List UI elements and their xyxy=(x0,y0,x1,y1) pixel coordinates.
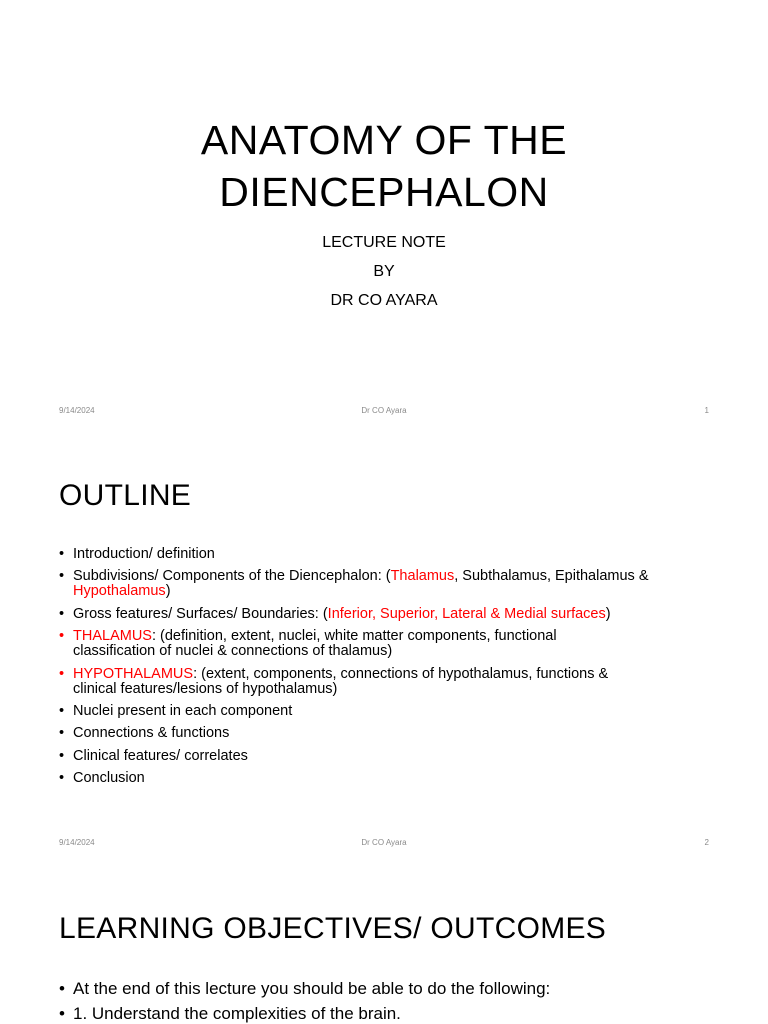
list-item-text: 1. Understand the complexities of the brain. xyxy=(73,1004,401,1023)
objectives-slide xyxy=(0,864,768,1024)
bullet-icon: • xyxy=(59,628,65,645)
outline-list xyxy=(59,547,729,794)
footer-author: Dr CO Ayara xyxy=(361,406,407,415)
title-line-1: ANATOMY OF THE xyxy=(200,117,568,163)
list-item-text: : (extent, components, connections of hypothalamus, functions & xyxy=(193,665,609,682)
highlight-hypothalamus-heading: HYPOTHALAMUS xyxy=(73,665,194,682)
list-item-text: : (definition, extent, nuclei, white matter components, functional xyxy=(151,628,557,645)
slide-title xyxy=(0,114,768,218)
list-item-text: Subdivisions/ Components of the Diencephalon: ( xyxy=(73,568,391,585)
list-item-text: clinical features/lesions of hypothalamus) xyxy=(73,680,338,697)
list-item xyxy=(59,1003,729,1024)
bullet-icon: • xyxy=(59,568,65,585)
list-item xyxy=(59,667,729,697)
bullet-icon: • xyxy=(59,1004,65,1023)
bullet-icon: • xyxy=(59,665,65,682)
bullet-icon: • xyxy=(59,725,65,742)
list-item-text: Introduction/ definition xyxy=(73,546,215,562)
footer-page-number: 2 xyxy=(704,838,709,847)
list-item xyxy=(59,749,729,764)
subtitle-line-2: BY xyxy=(373,263,395,280)
list-item-text: , Subthalamus, Epithalamus & xyxy=(454,568,649,585)
list-item-text: ) xyxy=(605,605,611,622)
list-item-text: ) xyxy=(165,583,171,600)
list-item-text: Conclusion xyxy=(73,770,145,787)
list-item xyxy=(59,771,729,786)
bullet-icon: • xyxy=(59,605,65,622)
slide-footer xyxy=(59,838,709,850)
list-item-text: Nuclei present in each component xyxy=(73,702,293,719)
title-line-2: DIENCEPHALON xyxy=(219,169,549,215)
highlight-surfaces: Inferior, Superior, Lateral & Medial surfaces xyxy=(327,605,606,622)
slide-subtitle xyxy=(0,228,768,315)
bullet-icon: • xyxy=(59,747,65,764)
bullet-icon: • xyxy=(59,702,65,719)
highlight-hypothalamus: Hypothalamus xyxy=(73,583,166,600)
list-item xyxy=(59,629,729,659)
list-item-text: Clinical features/ correlates xyxy=(73,747,248,764)
list-item-text: classification of nuclei & connections of thalamus) xyxy=(73,643,393,660)
list-item-text: Connections & functions xyxy=(73,725,230,742)
list-item xyxy=(59,569,729,599)
slide-footer xyxy=(59,406,709,418)
footer-page-number: 1 xyxy=(704,406,709,415)
objectives-list xyxy=(59,978,729,1024)
list-item-text: At the end of this lecture you should be able to do the following: xyxy=(73,979,551,998)
footer-date: 9/14/2024 xyxy=(59,406,95,415)
bullet-icon: • xyxy=(59,979,65,998)
subtitle-line-3: DR CO AYARA xyxy=(330,292,438,309)
subtitle-line-1: LECTURE NOTE xyxy=(322,234,446,251)
footer-author: Dr CO Ayara xyxy=(361,838,407,847)
list-item xyxy=(59,607,729,622)
list-item xyxy=(59,547,729,562)
highlight-thalamus-heading: THALAMUS xyxy=(73,628,152,645)
list-item-text: Gross features/ Surfaces/ Boundaries: ( xyxy=(73,605,328,622)
footer-date: 9/14/2024 xyxy=(59,838,95,847)
highlight-thalamus: Thalamus xyxy=(390,568,455,585)
bullet-icon: • xyxy=(59,770,65,787)
title-slide xyxy=(0,0,768,432)
slide-heading: OUTLINE xyxy=(59,479,192,512)
list-item xyxy=(59,726,729,741)
bullet-icon: • xyxy=(59,546,65,562)
slide-heading: LEARNING OBJECTIVES/ OUTCOMES xyxy=(59,912,607,945)
list-item xyxy=(59,978,729,1000)
list-item xyxy=(59,704,729,719)
outline-slide xyxy=(0,432,768,864)
